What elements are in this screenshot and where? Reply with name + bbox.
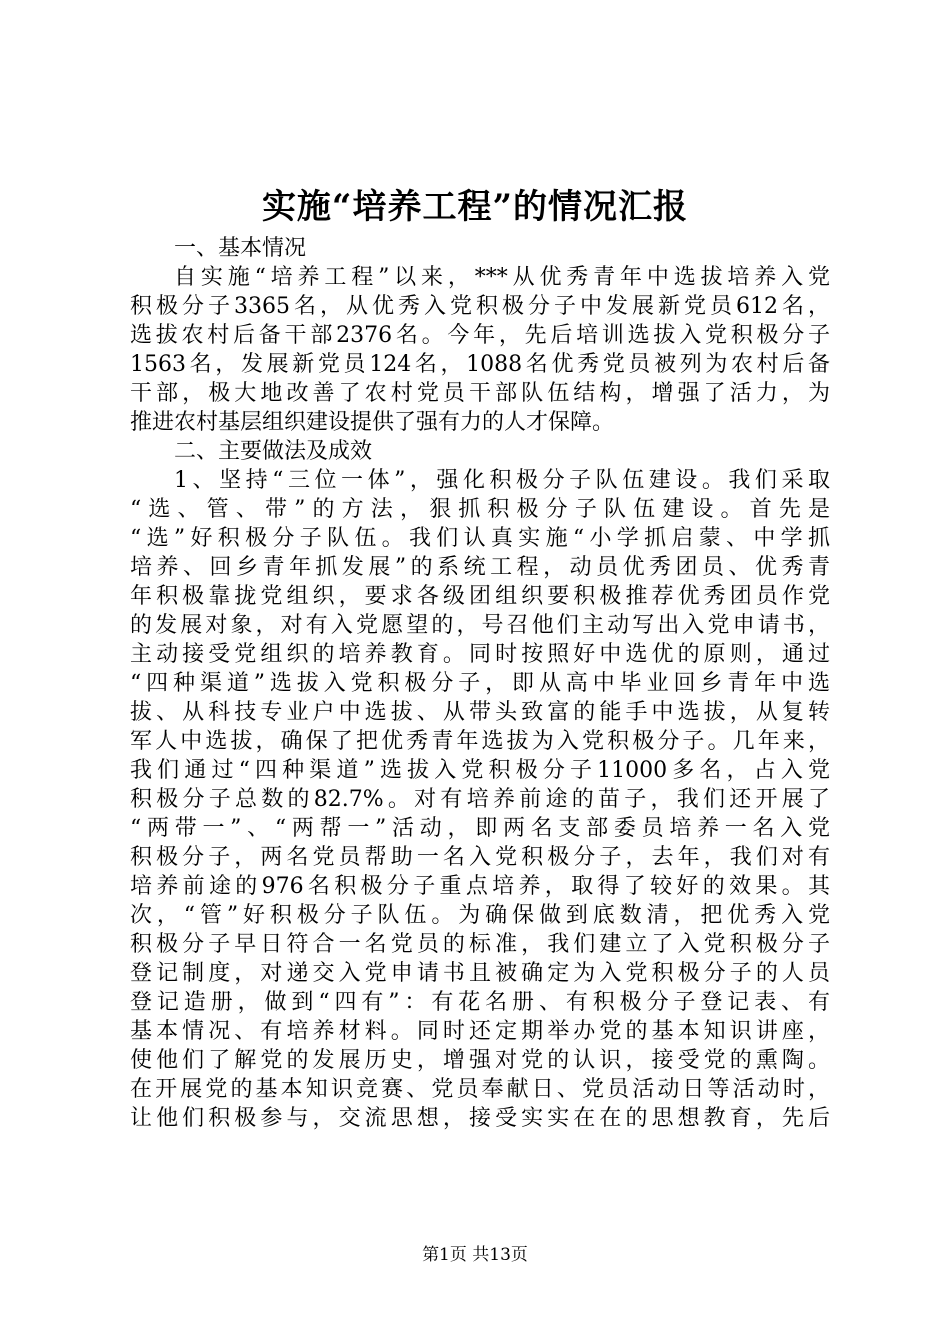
text-line: “选、管、带”的方法，狠抓积极分子队伍建设。首先是 <box>130 497 830 522</box>
text-line: 积极分子3365名，从优秀入党积极分子中发展新党员612名， <box>130 294 830 319</box>
text-line: 干部，极大地改善了农村党员干部队伍结构，增强了活力，为 <box>130 381 830 406</box>
text-line: 培养、回乡青年抓发展”的系统工程，动员优秀团员、优秀青 <box>130 555 830 580</box>
text-line: 年积极靠拢党组织，要求各级团组织要积极推荐优秀团员作党 <box>130 584 830 609</box>
text-line: 让他们积极参与，交流思想，接受实实在在的思想教育，先后 <box>130 1106 830 1131</box>
text-line: “选”好积极分子队伍。我们认真实施“小学抓启蒙、中学抓 <box>130 526 830 551</box>
text-line: 积极分子总数的82.7%。对有培养前途的苗子，我们还开展了 <box>130 787 830 812</box>
text-line: 选拔农村后备干部2376名。今年，先后培训选拔入党积极分子 <box>130 323 830 348</box>
document-title: 实施“培养工程”的情况汇报 <box>261 187 689 227</box>
text-line: “四种渠道”选拔入党积极分子，即从高中毕业回乡青年中选 <box>130 671 830 696</box>
text-line: 的发展对象，对有入党愿望的，号召他们主动写出入党申请书， <box>130 613 830 638</box>
text-line: 1563名，发展新党员124名，1088名优秀党员被列为农村后备 <box>130 352 830 377</box>
section-heading: 一、基本情况 <box>174 236 307 261</box>
text-line: 次，“管”好积极分子队伍。为确保做到底数清，把优秀入党 <box>130 903 830 928</box>
text-line: 使他们了解党的发展历史，增强对党的认识，接受党的熏陶。 <box>130 1048 830 1073</box>
section-heading: 二、主要做法及成效 <box>174 439 373 464</box>
text-line: 主动接受党组织的培养教育。同时按照好中选优的原则，通过 <box>130 642 830 667</box>
text-line: 培养前途的976名积极分子重点培养，取得了较好的效果。其 <box>130 874 830 899</box>
text-line: 军人中选拔，确保了把优秀青年选拔为入党积极分子。几年来， <box>130 729 830 754</box>
text-line: 我们通过“四种渠道”选拔入党积极分子11000多名，占入党 <box>130 758 830 783</box>
text-line: 积极分子早日符合一名党员的标准，我们建立了入党积极分子 <box>130 932 830 957</box>
text-line: 在开展党的基本知识竞赛、党员奉献日、党员活动日等活动时， <box>130 1077 830 1102</box>
text-line: 推进农村基层组织建设提供了强有力的人才保障。 <box>130 410 615 435</box>
text-line: “两带一”、“两帮一”活动，即两名支部委员培养一名入党 <box>130 816 830 841</box>
text-line: 基本情况、有培养材料。同时还定期举办党的基本知识讲座， <box>130 1019 830 1044</box>
text-line: 积极分子，两名党员帮助一名入党积极分子，去年，我们对有 <box>130 845 830 870</box>
page-footer: 第1页 共13页 <box>422 1245 528 1265</box>
text-line: 1、坚持“三位一体”，强化积极分子队伍建设。我们采取 <box>174 468 830 493</box>
text-line: 登记造册，做到“四有”：有花名册、有积极分子登记表、有 <box>130 990 830 1015</box>
text-line: 自实施“培养工程”以来，***从优秀青年中选拔培养入党 <box>174 265 830 290</box>
document-body <box>130 234 830 1133</box>
text-line: 登记制度，对递交入党申请书且被确定为入党积极分子的人员 <box>130 961 830 986</box>
text-line: 拔、从科技专业户中选拔、从带头致富的能手中选拔，从复转 <box>130 700 830 725</box>
